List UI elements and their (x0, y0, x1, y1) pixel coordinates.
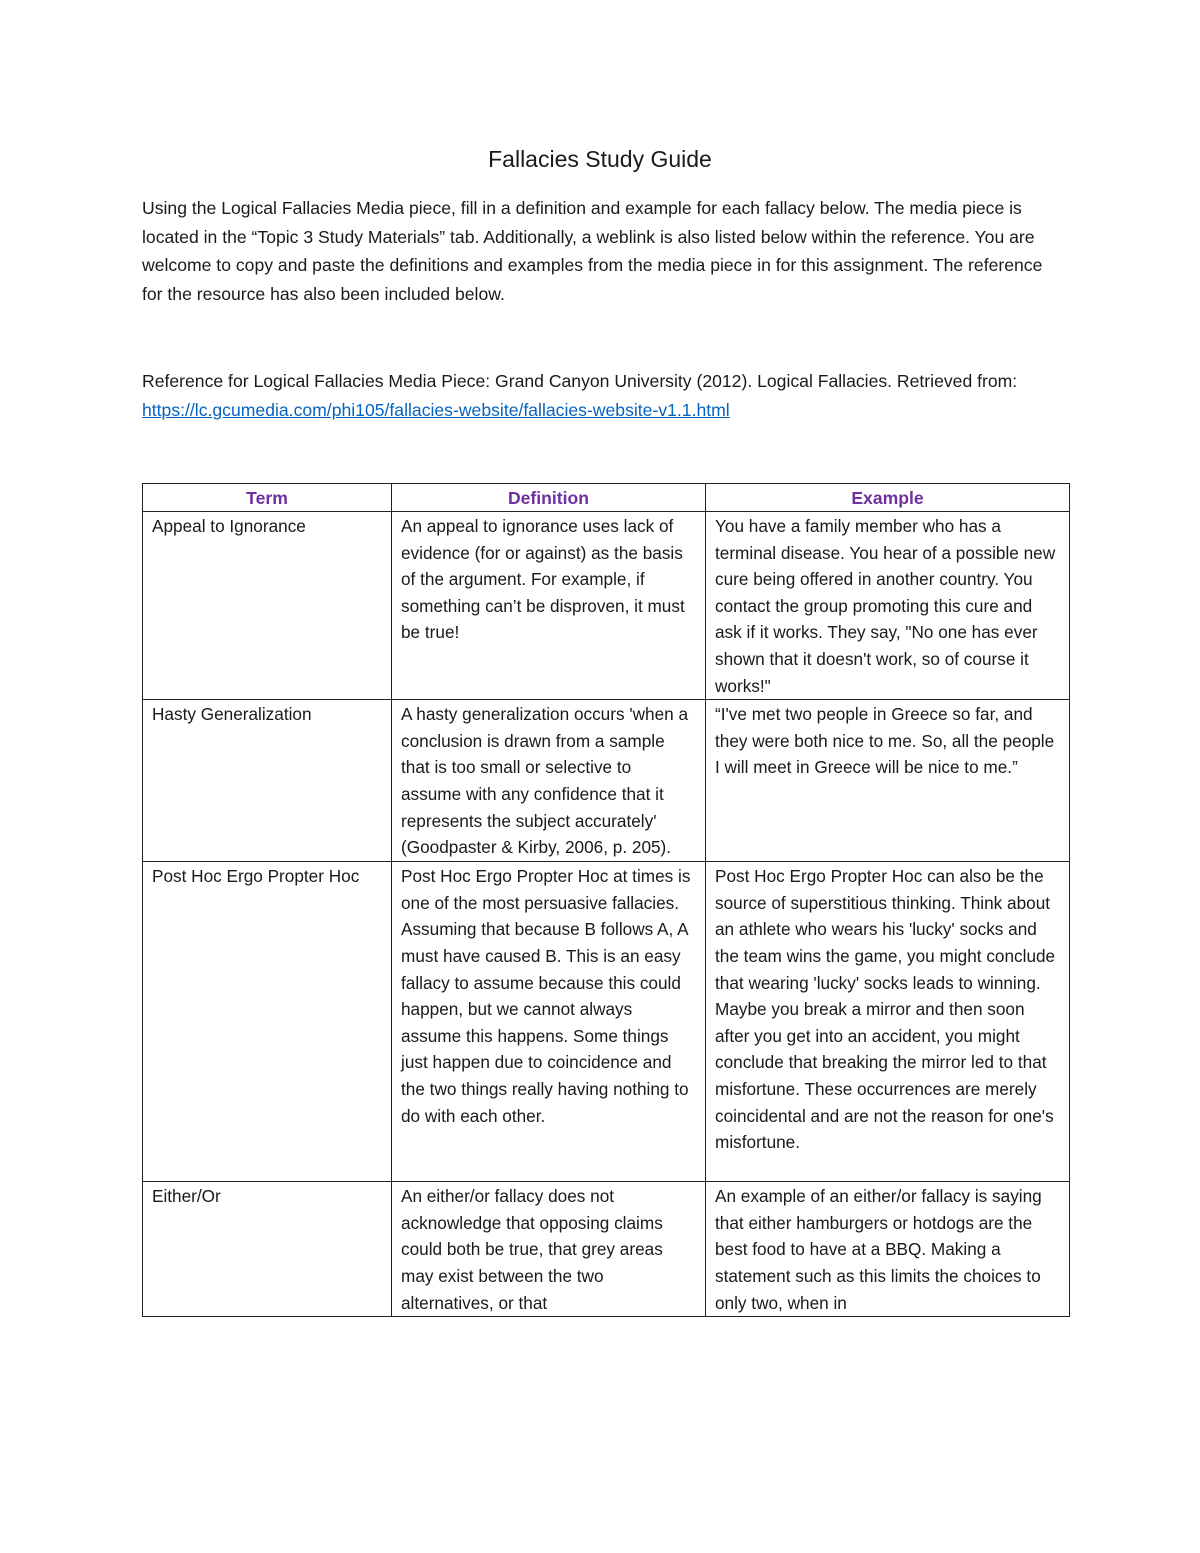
definition-cell: Post Hoc Ergo Propter Hoc at times is one of the most persuasive fallacies. Assuming that because B follows A, A must have caused B. This is an easy fallacy to assume because this could happen, but we cannot always assume this happens. Some things just happen due to coincidence and the two things really having nothing to do with each other. (392, 862, 706, 1182)
table-row (143, 862, 1070, 1182)
table-row (143, 700, 1070, 862)
header-term: Term (143, 484, 392, 512)
table-row (143, 1182, 1070, 1317)
table-row (143, 512, 1070, 700)
header-example: Example (706, 484, 1070, 512)
reference-link[interactable]: https://lc.gcumedia.com/phi105/fallacies-website/fallacies-website-v1.1.html (142, 399, 730, 420)
table-header-row (143, 484, 1070, 512)
intro-paragraph: Using the Logical Fallacies Media piece, fill in a definition and example for each fallacy below. The media piece is located in the “Topic 3 Study Materials” tab. Additionally, a weblink is also listed below within the reference. You are welcome to copy and paste the definitions and examples from the media piece in for this assignment. The reference for the resource has also been included below. (142, 198, 1043, 304)
term-cell: Appeal to Ignorance (143, 512, 392, 700)
page-title: Fallacies Study Guide (488, 146, 712, 172)
header-definition: Definition (392, 484, 706, 512)
fallacies-table (142, 483, 1070, 1317)
term-cell: Either/Or (143, 1182, 392, 1317)
term-cell: Post Hoc Ergo Propter Hoc (143, 862, 392, 1182)
reference-paragraph (142, 367, 1058, 424)
example-cell: You have a family member who has a terminal disease. You hear of a possible new cure being offered in another country. You contact the group promoting this cure and ask if it works. They say, "No one has ever shown that it doesn't work, so of course it works!" (706, 512, 1070, 700)
example-cell: “I've met two people in Greece so far, and they were both nice to me. So, all the people I will meet in Greece will be nice to me.” (706, 700, 1070, 862)
definition-cell: An appeal to ignorance uses lack of evidence (for or against) as the basis of the argument. For example, if something can’t be disproven, it must be true! (392, 512, 706, 700)
definition-cell: A hasty generalization occurs 'when a conclusion is drawn from a sample that is too small or selective to assume with any confidence that it represents the subject accurately' (Goodpaster & Kirby, 2006, p. 205). (392, 700, 706, 862)
example-cell: An example of an either/or fallacy is saying that either hamburgers or hotdogs are the best food to have at a BBQ. Making a statement such as this limits the choices to only two, when in (706, 1182, 1070, 1317)
example-cell: Post Hoc Ergo Propter Hoc can also be the source of superstitious thinking. Think about an athlete who wears his 'lucky' socks and the team wins the game, you might conclude that wearing 'lucky' socks leads to winning. Maybe you break a mirror and then soon after you get into an accident, you might conclude that breaking the mirror led to that misfortune. These occurrences are merely coincidental and are not the reason for one's misfortune. (706, 862, 1070, 1182)
definition-cell: An either/or fallacy does not acknowledge that opposing claims could both be true, that grey areas may exist between the two alternatives, or that (392, 1182, 706, 1317)
reference-text: Reference for Logical Fallacies Media Piece: Grand Canyon University (2012). Logical Fallacies. Retrieved from: (142, 371, 1018, 391)
term-cell: Hasty Generalization (143, 700, 392, 862)
